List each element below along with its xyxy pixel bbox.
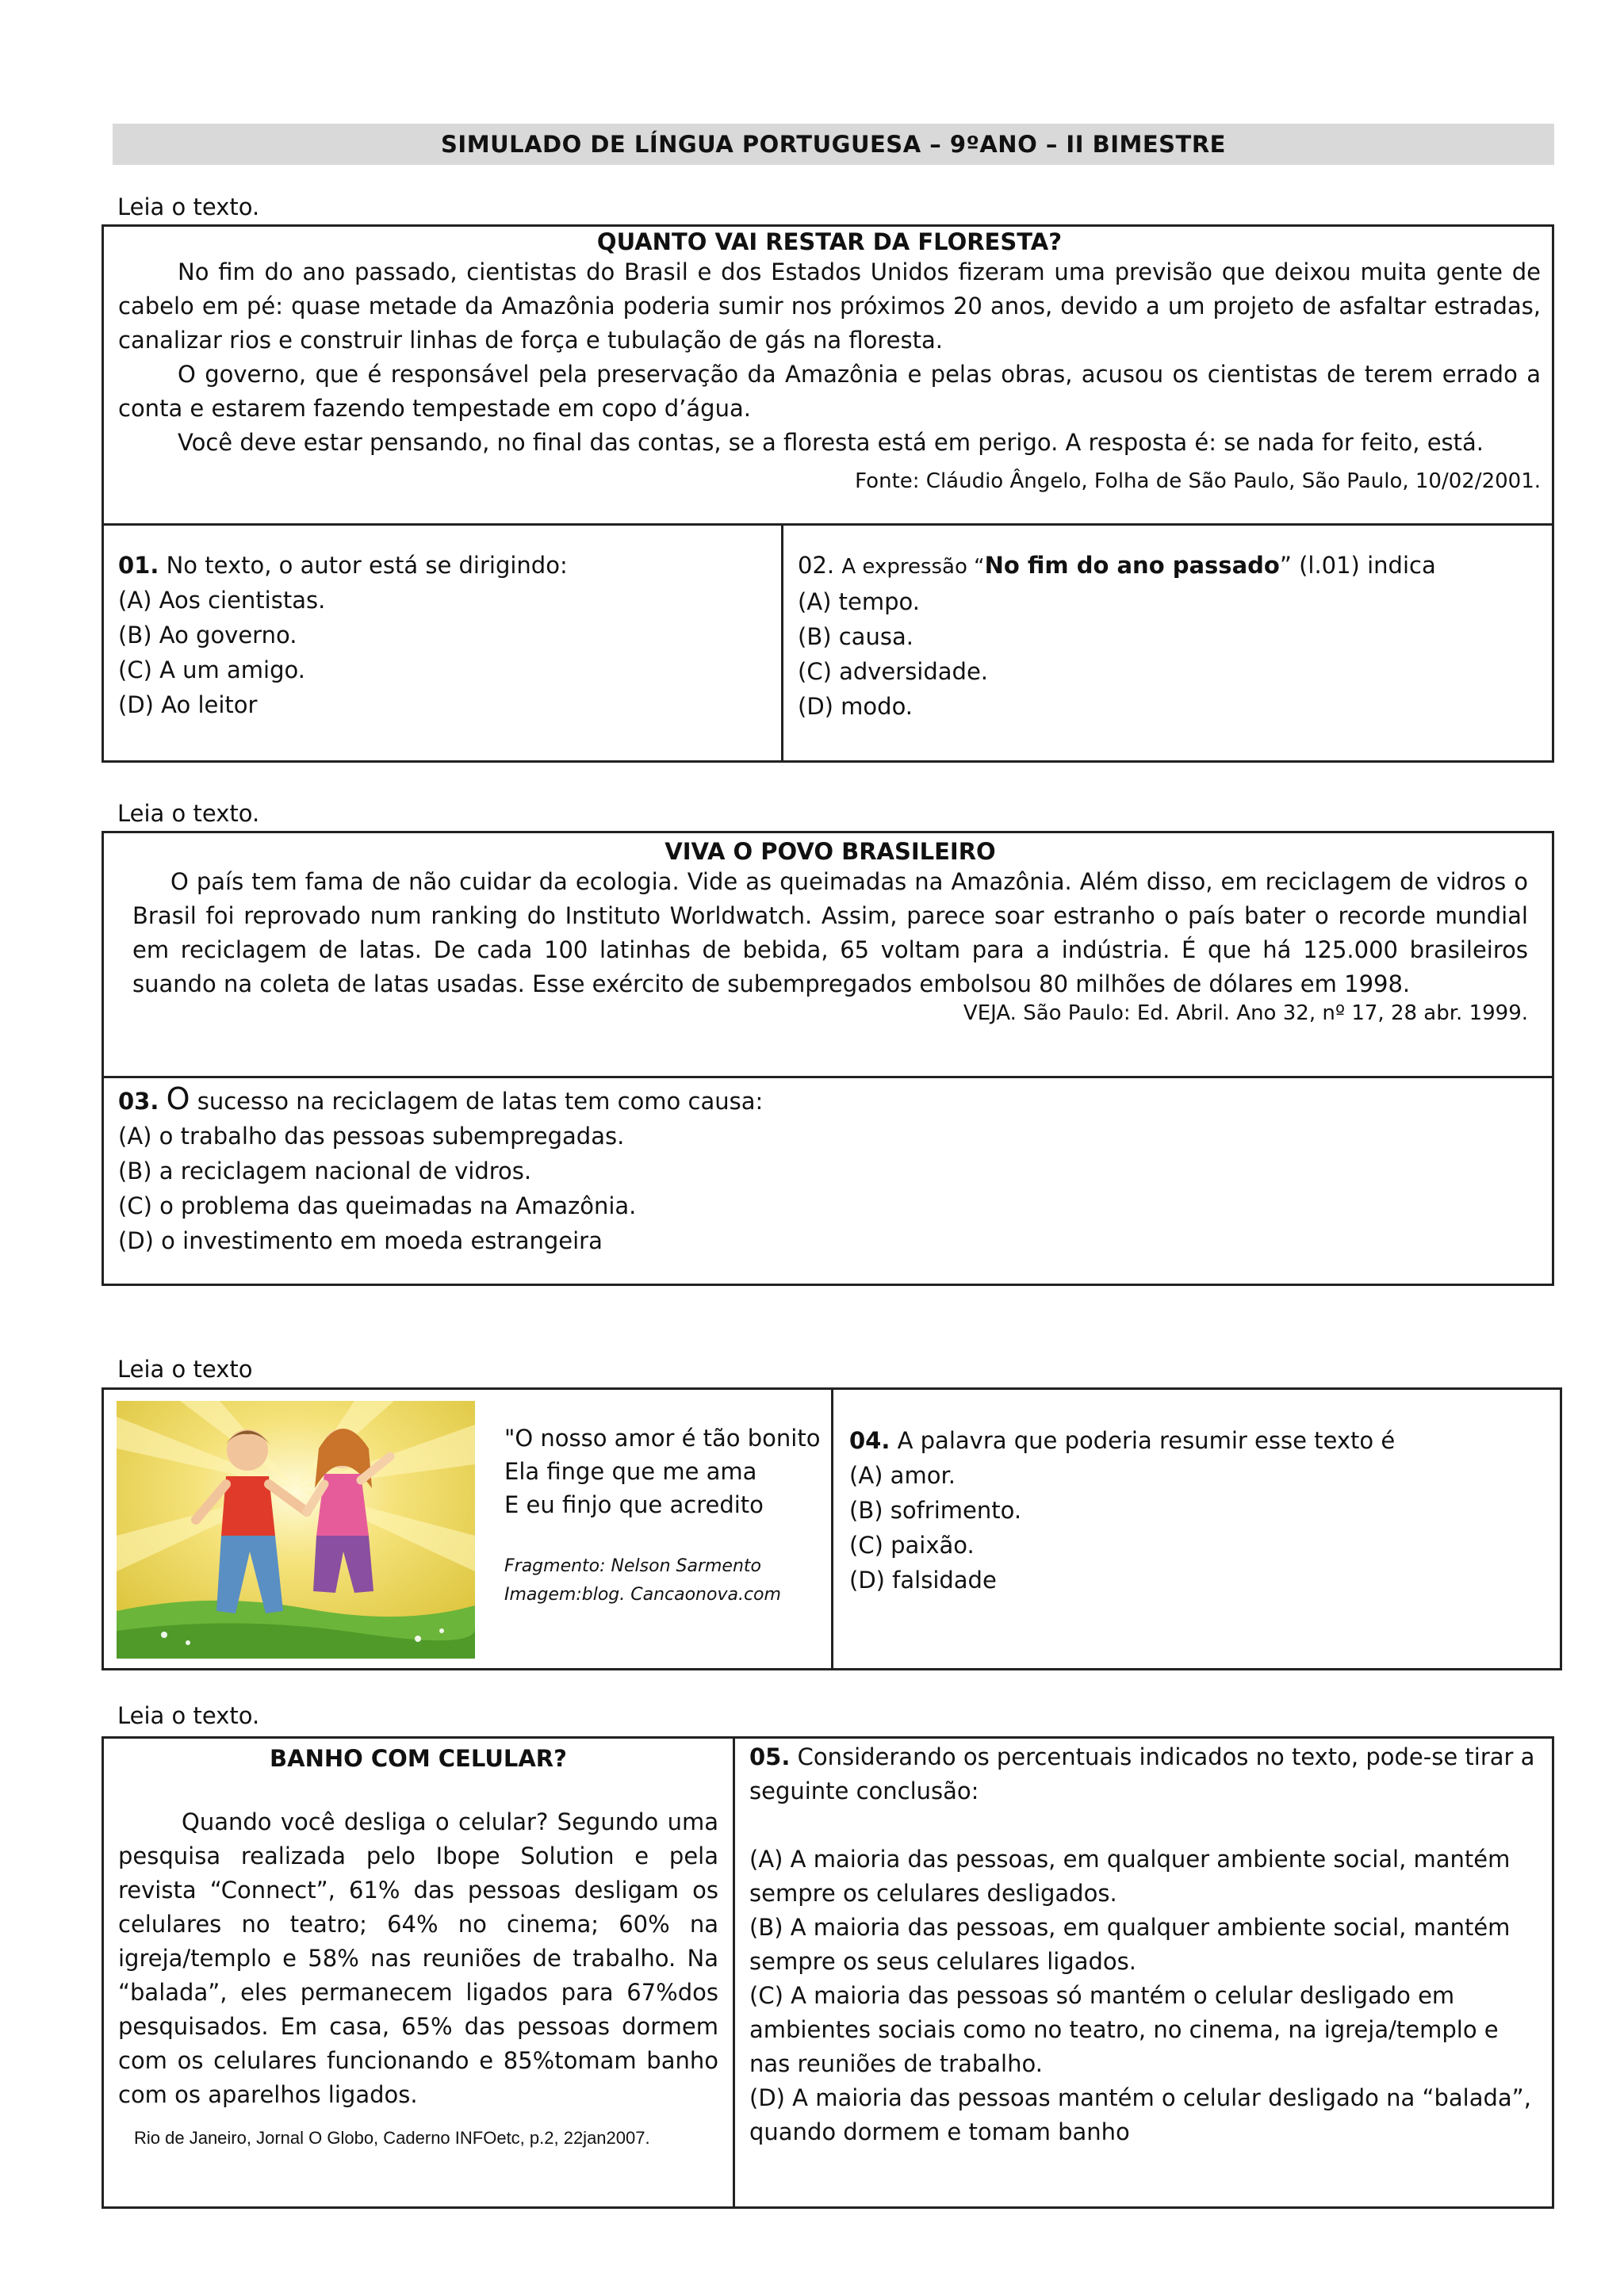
question-number: 05. xyxy=(749,1743,791,1770)
question-number: 01. xyxy=(118,552,159,579)
read-text-label: Leia o texto xyxy=(117,1356,253,1383)
answer-option: (B) A maioria das pessoas, em qualquer ambiente social, mantém sempre os seus celulares ligados. xyxy=(749,1914,1511,1975)
page-title: SIMULADO DE LÍNGUA PORTUGUESA – 9ºANO – II BIMESTRE xyxy=(113,124,1554,165)
text-paragraph: No fim do ano passado, cientistas do Brasil e dos Estados Unidos fizeram uma previsão que deixou muita gente de cabelo em pé: quase metade da Amazônia poderia sumir nos próximos 20 anos, devido a um projeto de asfaltar estradas, canalizar rios e construir linhas de força e tubulação de gás na floresta. xyxy=(118,258,1541,354)
text-source: VEJA. São Paulo: Ed. Abril. Ano 32, nº 17, 28 abr. 1999. xyxy=(963,1001,1528,1025)
answer-option: (C) paixão. xyxy=(849,1532,975,1559)
image-credit: Imagem:blog. Cancaonova.com xyxy=(504,1585,781,1605)
text-paragraph: O país tem fama de não cuidar da ecologia. Vide as queimadas na Amazônia. Além disso, em reciclagem de vidros o Brasil foi reprovado num ranking do Instituto Worldwatch. Assim, parece soar estranho o país bater o recorde mundial em reciclagem de latas. De cada 100 latinhas de bebida, 65 voltam para a indústria. É que há 125.000 brasileiros suando na coleta de latas usadas. Esse exército de subempregados embolsou 80 milhões de dólares em 1998. xyxy=(132,868,1528,997)
text-title: VIVA O POVO BRASILEIRO xyxy=(665,838,996,865)
answer-option: (A) Aos cientistas. xyxy=(118,587,326,614)
question-stem: A palavra que poderia resumir esse texto é xyxy=(897,1427,1396,1454)
question-stem-initial: O xyxy=(166,1081,190,1116)
question-stem-end: ” (l.01) indica xyxy=(1279,552,1436,579)
text-title: BANHO COM CELULAR? xyxy=(270,1745,567,1772)
question-stem-highlight: No fim do ano passado xyxy=(984,552,1280,579)
answer-option: (D) falsidade xyxy=(849,1567,997,1594)
text-box-floresta xyxy=(102,224,1554,526)
text-paragraph: Você deve estar pensando, no final das contas, se a floresta está em perigo. A resposta é: se nada for feito, está. xyxy=(178,429,1484,456)
text-title: QUANTO VAI RESTAR DA FLORESTA? xyxy=(596,228,1063,255)
question-02 xyxy=(781,523,1554,763)
answer-option: (C) A um amigo. xyxy=(118,656,305,683)
read-text-label: Leia o texto. xyxy=(117,1702,260,1729)
question-stem-start: A expressão “ xyxy=(841,555,985,579)
answer-option: (C) adversidade. xyxy=(798,658,989,685)
read-text-label: Leia o texto. xyxy=(117,800,260,827)
text-box-celular xyxy=(102,1736,735,2209)
answer-option: (A) amor. xyxy=(849,1462,956,1489)
answer-option: (D) modo. xyxy=(798,693,914,720)
text-source: Rio de Janeiro, Jornal O Globo, Caderno INFOetc, p.2, 22jan2007. xyxy=(134,2128,650,2148)
answer-option: (B) a reciclagem nacional de vidros. xyxy=(118,1158,532,1184)
question-stem: No texto, o autor está se dirigindo: xyxy=(166,552,568,579)
question-03 xyxy=(102,1076,1554,1286)
couple-dancing-illustration xyxy=(117,1401,475,1659)
answer-option: (B) causa. xyxy=(798,623,914,650)
text-source: Fonte: Cláudio Ângelo, Folha de São Paulo, São Paulo, 10/02/2001. xyxy=(855,469,1541,493)
poem-box xyxy=(102,1387,833,1670)
question-stem: sucesso na reciclagem de latas tem como causa: xyxy=(190,1088,764,1115)
answer-option: (B) Ao governo. xyxy=(118,622,297,649)
poem-line: Ela finge que me ama xyxy=(504,1458,757,1485)
answer-option: (D) Ao leitor xyxy=(118,691,258,718)
answer-option: (A) tempo. xyxy=(798,588,921,615)
question-number: 04. xyxy=(849,1427,891,1454)
text-paragraph: O governo, que é responsável pela preservação da Amazônia e pelas obras, acusou os cientistas de terem errado a conta e estarem fazendo tempestade em copo d’água. xyxy=(118,361,1541,422)
poem-line: E eu finjo que acredito xyxy=(504,1491,764,1518)
answer-option: (D) A maioria das pessoas mantém o celular desligado na “balada”, quando dormem e tomam banho xyxy=(749,2084,1531,2145)
text-box-povo xyxy=(102,831,1554,1078)
question-number: 02. xyxy=(798,552,835,579)
question-01 xyxy=(102,523,783,763)
answer-option: (D) o investimento em moeda estrangeira xyxy=(118,1227,603,1254)
text-paragraph: Quando você desliga o celular? Segundo uma pesquisa realizada pelo Ibope Solution e pela revista “Connect”, 61% das pessoas desligam os celulares no teatro; 64% no cinema; 60% na igreja/templo e 58% nas reuniões de trabalho. Na “balada”, eles permanecem ligados para 67%dos pesquisados. Em casa, 65% das pessoas dormem com os celulares funcionando e 85%tomam banho com os aparelhos ligados. xyxy=(118,1808,718,2108)
answer-option: (A) o trabalho das pessoas subempregadas. xyxy=(118,1123,625,1150)
question-number: 03. xyxy=(118,1088,159,1115)
read-text-label: Leia o texto. xyxy=(117,193,260,220)
poem-credit: Fragmento: Nelson Sarmento xyxy=(504,1556,761,1576)
question-05 xyxy=(733,1736,1554,2209)
answer-option: (C) A maioria das pessoas só mantém o celular desligado em ambientes sociais como no teatro, no cinema, na igreja/templo e nas reuniões de trabalho. xyxy=(749,1982,1499,2077)
answer-option: (C) o problema das queimadas na Amazônia. xyxy=(118,1192,637,1219)
poem-line: "O nosso amor é tão bonito xyxy=(504,1425,821,1452)
answer-option: (A) A maioria das pessoas, em qualquer ambiente social, mantém sempre os celulares desligados. xyxy=(749,1846,1511,1907)
question-stem: Considerando os percentuais indicados no texto, pode-se tirar a seguinte conclusão: xyxy=(749,1743,1535,1804)
question-04 xyxy=(831,1387,1562,1670)
answer-option: (B) sofrimento. xyxy=(849,1497,1022,1524)
